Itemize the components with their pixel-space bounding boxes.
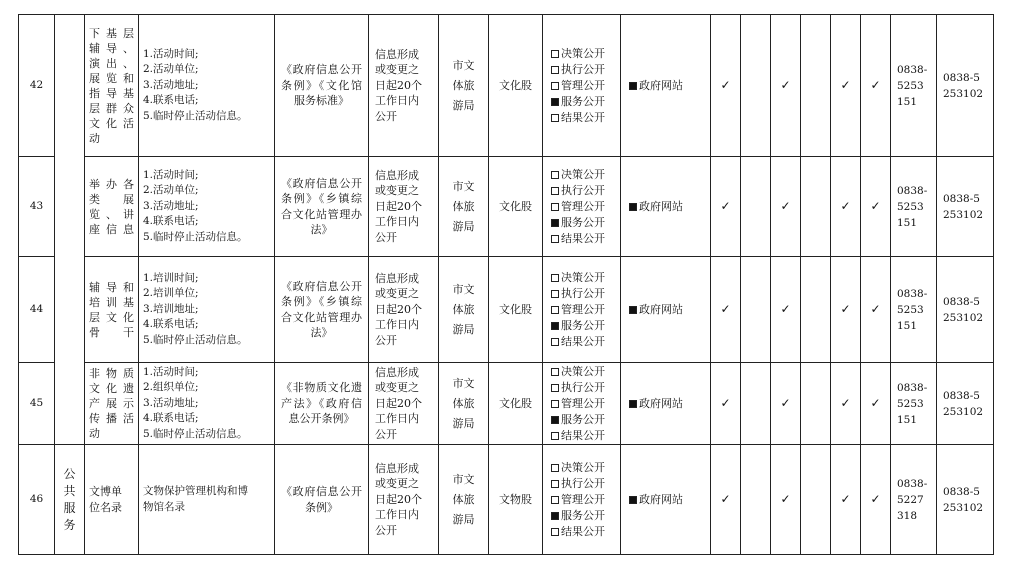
time-limit-line: 信息形成 <box>375 271 419 285</box>
way-label: 决策公开 <box>561 270 605 284</box>
content-line: 5.临时停止活动信息。 <box>143 109 248 122</box>
way-label: 服务公开 <box>561 508 605 522</box>
item-name-line: 动 <box>89 427 100 440</box>
phone-line: 5253 <box>897 303 924 316</box>
disclosure-table <box>18 14 994 555</box>
content-line: 3.培训地址; <box>143 302 199 315</box>
category-text: 服 <box>63 500 76 515</box>
checkmark-icon: ✓ <box>861 363 891 445</box>
category-text: 共 <box>63 483 76 498</box>
checked-box-icon <box>629 82 637 90</box>
unchecked-box-icon <box>551 82 559 90</box>
item-name-line: 类 展 <box>89 192 134 206</box>
disclosure-channel <box>621 257 711 363</box>
row-number: 45 <box>19 363 55 445</box>
disclosure-subject <box>439 445 489 555</box>
item-name-line: 辅导、 <box>89 41 134 55</box>
item-name-line: 层文化 <box>89 310 134 324</box>
way-option <box>551 167 612 183</box>
subject-line: 市文 <box>452 472 475 486</box>
phone-line: 5253 <box>897 200 924 213</box>
content-line: 3.活动地址; <box>143 199 199 212</box>
time-limit <box>369 445 439 555</box>
time-limit-line: 公开 <box>375 523 397 537</box>
channel-label: 政府网站 <box>639 78 683 92</box>
disclosure-ways <box>543 445 621 555</box>
disclosure-basis: 《政府信息公开条例》《乡镇综合文化站管理办法》 <box>275 157 369 257</box>
time-limit-line: 信息形成 <box>375 461 419 475</box>
item-name-line: 文化活 <box>89 116 134 130</box>
phone-line: 253102 <box>943 208 984 221</box>
way-label: 管理公开 <box>561 199 605 213</box>
disclosure-basis: 《非物质文化遗产法》《政府信息公开条例》 <box>275 363 369 445</box>
empty-cell <box>741 363 771 445</box>
way-label: 服务公开 <box>561 94 605 108</box>
way-label: 决策公开 <box>561 46 605 60</box>
complaint-phone <box>937 363 994 445</box>
disclosure-channel <box>621 157 711 257</box>
checkmark-icon: ✓ <box>861 15 891 157</box>
disclosure-content <box>139 157 275 257</box>
way-option <box>551 270 612 286</box>
way-label: 执行公开 <box>561 476 605 490</box>
time-limit-line: 工作日内 <box>375 508 419 522</box>
item-name-line: 产展示 <box>89 397 134 410</box>
way-label: 服务公开 <box>561 412 605 426</box>
content-line: 2.培训单位; <box>143 287 199 300</box>
way-label: 结果公开 <box>561 524 605 538</box>
checked-box-icon <box>629 400 637 408</box>
item-name-line: 位名录 <box>89 500 122 514</box>
checkmark-icon: ✓ <box>831 363 861 445</box>
item-name-line: 展览和 <box>89 71 134 85</box>
content-line: 1.培训时间; <box>143 271 199 284</box>
way-option <box>551 62 612 78</box>
way-label: 结果公开 <box>561 428 605 442</box>
complaint-phone <box>937 15 994 157</box>
disclosure-content <box>139 445 275 555</box>
table-row <box>19 257 994 363</box>
department: 文化股 <box>489 157 543 257</box>
item-name-line: 骨干 <box>89 325 134 339</box>
phone-line: 0838- <box>897 477 928 490</box>
disclosure-ways <box>543 257 621 363</box>
time-limit-line: 工作日内 <box>375 318 419 332</box>
row-number: 46 <box>19 445 55 555</box>
way-option <box>551 364 612 380</box>
disclosure-channel <box>621 445 711 555</box>
way-option <box>551 110 612 126</box>
time-limit-line: 工作日内 <box>375 94 419 108</box>
phone-line: 253102 <box>943 311 984 324</box>
checkmark-icon: ✓ <box>771 363 801 445</box>
way-option <box>551 334 612 350</box>
contact-phone <box>891 363 937 445</box>
way-option <box>551 231 612 247</box>
subject-line: 游局 <box>452 98 475 112</box>
unchecked-box-icon <box>551 50 559 58</box>
checkmark-icon: ✓ <box>861 157 891 257</box>
item-name <box>85 157 139 257</box>
checkmark-icon: ✓ <box>711 363 741 445</box>
subject-line: 游局 <box>452 219 475 233</box>
checked-box-icon <box>629 496 637 504</box>
way-option <box>551 428 612 444</box>
subject-line: 体旅 <box>452 302 475 316</box>
time-limit-line: 或变更之 <box>375 287 419 301</box>
unchecked-box-icon <box>551 496 559 504</box>
complaint-phone <box>937 157 994 257</box>
checked-box-icon <box>551 98 559 106</box>
checkmark-icon: ✓ <box>771 15 801 157</box>
item-name-line: 辅导和 <box>89 280 134 294</box>
department: 文物股 <box>489 445 543 555</box>
way-option <box>551 286 612 302</box>
subject-line: 体旅 <box>452 492 475 506</box>
category-cell-blank <box>55 15 85 445</box>
unchecked-box-icon <box>551 274 559 282</box>
empty-cell <box>801 157 831 257</box>
time-limit-line: 工作日内 <box>375 412 419 426</box>
checkmark-icon: ✓ <box>711 445 741 555</box>
way-option <box>551 476 612 492</box>
disclosure-subject <box>439 15 489 157</box>
phone-line: 0838-5 <box>943 389 980 402</box>
complaint-phone <box>937 257 994 363</box>
time-limit-line: 或变更之 <box>375 477 419 491</box>
phone-line: 0838- <box>897 184 928 197</box>
disclosure-ways <box>543 363 621 445</box>
phone-line: 0838-5 <box>943 485 980 498</box>
way-label: 服务公开 <box>561 215 605 229</box>
unchecked-box-icon <box>551 66 559 74</box>
checked-box-icon <box>551 416 559 424</box>
phone-line: 151 <box>897 319 918 332</box>
subject-line: 体旅 <box>452 396 475 410</box>
channel-label: 政府网站 <box>639 396 683 410</box>
phone-line: 0838- <box>897 381 928 394</box>
row-number: 42 <box>19 15 55 157</box>
disclosure-basis: 《政府信息公开条例》《乡镇综合文化站管理办法》 <box>275 257 369 363</box>
content-line: 4.联系电话; <box>143 215 199 228</box>
disclosure-channel <box>621 15 711 157</box>
content-line: 1.活动时间; <box>143 47 199 60</box>
checkmark-icon: ✓ <box>771 257 801 363</box>
way-option <box>551 396 612 412</box>
table-row <box>19 445 994 555</box>
item-name-line: 演出、 <box>89 56 134 70</box>
phone-line: 0838-5 <box>943 71 980 84</box>
checkmark-icon: ✓ <box>861 445 891 555</box>
disclosure-basis: 《政府信息公开条例》 <box>275 445 369 555</box>
item-name-line: 动 <box>89 131 100 145</box>
unchecked-box-icon <box>551 187 559 195</box>
way-label: 执行公开 <box>561 380 605 394</box>
disclosure-subject <box>439 257 489 363</box>
content-line: 4.联系电话; <box>143 412 199 425</box>
time-limit <box>369 363 439 445</box>
unchecked-box-icon <box>551 528 559 536</box>
subject-line: 游局 <box>452 512 475 526</box>
time-limit-line: 信息形成 <box>375 365 419 379</box>
time-limit-line: 或变更之 <box>375 63 419 77</box>
content-line: 5.临时停止活动信息。 <box>143 427 248 440</box>
time-limit-line: 信息形成 <box>375 168 419 182</box>
phone-line: 253102 <box>943 405 984 418</box>
disclosure-subject <box>439 157 489 257</box>
contact-phone <box>891 15 937 157</box>
empty-cell <box>801 445 831 555</box>
unchecked-box-icon <box>551 464 559 472</box>
table-row <box>19 15 994 157</box>
way-option <box>551 215 612 231</box>
disclosure-basis: 《政府信息公开条例》《文化馆服务标准》 <box>275 15 369 157</box>
content-line: 2.活动单位; <box>143 63 199 76</box>
phone-line: 0838-5 <box>943 295 980 308</box>
subject-line: 市文 <box>452 282 475 296</box>
way-option <box>551 46 612 62</box>
way-option <box>551 380 612 396</box>
way-option <box>551 78 612 94</box>
unchecked-box-icon <box>551 290 559 298</box>
content-line: 3.活动地址; <box>143 396 199 409</box>
department: 文化股 <box>489 363 543 445</box>
category-cell <box>55 445 85 555</box>
way-label: 管理公开 <box>561 492 605 506</box>
time-limit <box>369 157 439 257</box>
checked-box-icon <box>551 322 559 330</box>
item-name-line: 培训基 <box>89 295 134 309</box>
contact-phone <box>891 257 937 363</box>
way-option <box>551 524 612 540</box>
checked-box-icon <box>551 512 559 520</box>
phone-line: 151 <box>897 216 918 229</box>
time-limit-line: 信息形成 <box>375 47 419 61</box>
item-name-line: 举办各 <box>89 177 134 191</box>
channel-label: 政府网站 <box>639 302 683 316</box>
unchecked-box-icon <box>551 338 559 346</box>
way-label: 执行公开 <box>561 62 605 76</box>
content-line: 4.联系电话; <box>143 94 199 107</box>
time-limit-line: 日起20个 <box>375 78 422 92</box>
checkmark-icon: ✓ <box>831 15 861 157</box>
disclosure-channel <box>621 363 711 445</box>
time-limit-line: 日起20个 <box>375 302 422 316</box>
content-line: 5.临时停止活动信息。 <box>143 333 248 346</box>
empty-cell <box>741 257 771 363</box>
row-number: 43 <box>19 157 55 257</box>
item-name-line: 传播活 <box>89 412 134 425</box>
way-label: 结果公开 <box>561 110 605 124</box>
item-name <box>85 257 139 363</box>
time-limit-line: 公开 <box>375 427 397 441</box>
way-option <box>551 183 612 199</box>
subject-line: 市文 <box>452 58 475 72</box>
checkmark-icon: ✓ <box>771 157 801 257</box>
checkmark-icon: ✓ <box>711 157 741 257</box>
time-limit-line: 公开 <box>375 230 397 244</box>
disclosure-content <box>139 257 275 363</box>
unchecked-box-icon <box>551 235 559 243</box>
department: 文化股 <box>489 15 543 157</box>
time-limit-line: 工作日内 <box>375 215 419 229</box>
checkmark-icon: ✓ <box>831 445 861 555</box>
item-name <box>85 15 139 157</box>
time-limit-line: 或变更之 <box>375 184 419 198</box>
subject-line: 游局 <box>452 322 475 336</box>
time-limit-line: 日起20个 <box>375 396 422 410</box>
content-line: 3.活动地址; <box>143 78 199 91</box>
content-line: 物馆名录 <box>143 500 185 513</box>
content-line: 4.联系电话; <box>143 318 199 331</box>
way-label: 执行公开 <box>561 183 605 197</box>
complaint-phone <box>937 445 994 555</box>
channel-label: 政府网站 <box>639 199 683 213</box>
way-label: 管理公开 <box>561 302 605 316</box>
way-option <box>551 302 612 318</box>
phone-line: 0838- <box>897 63 928 76</box>
content-line: 1.活动时间; <box>143 168 199 181</box>
empty-cell <box>801 15 831 157</box>
table-row <box>19 363 994 445</box>
checked-box-icon <box>629 203 637 211</box>
way-option <box>551 412 612 428</box>
item-name-line: 层群众 <box>89 101 134 115</box>
checkmark-icon: ✓ <box>831 257 861 363</box>
time-limit-line: 或变更之 <box>375 381 419 395</box>
item-name <box>85 363 139 445</box>
unchecked-box-icon <box>551 384 559 392</box>
time-limit <box>369 257 439 363</box>
empty-cell <box>801 363 831 445</box>
disclosure-ways <box>543 15 621 157</box>
checkmark-icon: ✓ <box>861 257 891 363</box>
content-line: 2.组织单位; <box>143 381 199 394</box>
checked-box-icon <box>629 306 637 314</box>
channel-label: 政府网站 <box>639 492 683 506</box>
disclosure-content <box>139 363 275 445</box>
unchecked-box-icon <box>551 171 559 179</box>
phone-line: 253102 <box>943 87 984 100</box>
way-option <box>551 318 612 334</box>
checkmark-icon: ✓ <box>711 15 741 157</box>
way-label: 结果公开 <box>561 334 605 348</box>
checked-box-icon <box>551 219 559 227</box>
contact-phone <box>891 445 937 555</box>
phone-line: 253102 <box>943 501 984 514</box>
category-text: 务 <box>63 517 76 532</box>
empty-cell <box>801 257 831 363</box>
way-label: 执行公开 <box>561 286 605 300</box>
way-option <box>551 94 612 110</box>
phone-line: 0838-5 <box>943 192 980 205</box>
time-limit-line: 日起20个 <box>375 199 422 213</box>
content-line: 文物保护管理机构和博 <box>143 485 248 497</box>
way-label: 决策公开 <box>561 167 605 181</box>
time-limit-line: 公开 <box>375 109 397 123</box>
phone-line: 5227 <box>897 493 924 506</box>
department: 文化股 <box>489 257 543 363</box>
disclosure-subject <box>439 363 489 445</box>
checkmark-icon: ✓ <box>711 257 741 363</box>
item-name-line: 下基层 <box>89 26 134 40</box>
way-option <box>551 199 612 215</box>
unchecked-box-icon <box>551 400 559 408</box>
phone-line: 0838- <box>897 287 928 300</box>
unchecked-box-icon <box>551 368 559 376</box>
content-line: 1.活动时间; <box>143 365 199 378</box>
way-option <box>551 460 612 476</box>
checkmark-icon: ✓ <box>831 157 861 257</box>
item-name-line: 座信息 <box>89 222 134 236</box>
time-limit <box>369 15 439 157</box>
phone-line: 151 <box>897 95 918 108</box>
subject-line: 体旅 <box>452 78 475 92</box>
way-option <box>551 508 612 524</box>
item-name-line: 非物质 <box>89 367 134 380</box>
phone-line: 5253 <box>897 79 924 92</box>
phone-line: 5253 <box>897 397 924 410</box>
way-label: 服务公开 <box>561 318 605 332</box>
row-number: 44 <box>19 257 55 363</box>
way-label: 管理公开 <box>561 396 605 410</box>
way-label: 决策公开 <box>561 460 605 474</box>
item-name-line: 文化遗 <box>89 382 134 395</box>
phone-line: 151 <box>897 413 918 426</box>
contact-phone <box>891 157 937 257</box>
category-text: 公 <box>63 466 76 481</box>
disclosure-content <box>139 15 275 157</box>
content-line: 2.活动单位; <box>143 184 199 197</box>
content-line: 5.临时停止活动信息。 <box>143 230 248 243</box>
empty-cell <box>741 445 771 555</box>
disclosure-ways <box>543 157 621 257</box>
subject-line: 市文 <box>452 376 475 390</box>
way-option <box>551 492 612 508</box>
empty-cell <box>741 157 771 257</box>
unchecked-box-icon <box>551 432 559 440</box>
time-limit-line: 公开 <box>375 333 397 347</box>
unchecked-box-icon <box>551 306 559 314</box>
way-label: 管理公开 <box>561 78 605 92</box>
time-limit-line: 日起20个 <box>375 492 422 506</box>
checkmark-icon: ✓ <box>771 445 801 555</box>
subject-line: 市文 <box>452 179 475 193</box>
item-name <box>85 445 139 555</box>
unchecked-box-icon <box>551 203 559 211</box>
way-label: 结果公开 <box>561 231 605 245</box>
way-label: 决策公开 <box>561 364 605 378</box>
item-name-line: 览、讲 <box>89 207 134 221</box>
unchecked-box-icon <box>551 114 559 122</box>
table-row <box>19 157 994 257</box>
item-name-line: 指导基 <box>89 86 134 100</box>
item-name-line: 文博单 <box>89 484 122 498</box>
unchecked-box-icon <box>551 480 559 488</box>
phone-line: 318 <box>897 509 918 522</box>
subject-line: 体旅 <box>452 199 475 213</box>
subject-line: 游局 <box>452 416 475 430</box>
empty-cell <box>741 15 771 157</box>
